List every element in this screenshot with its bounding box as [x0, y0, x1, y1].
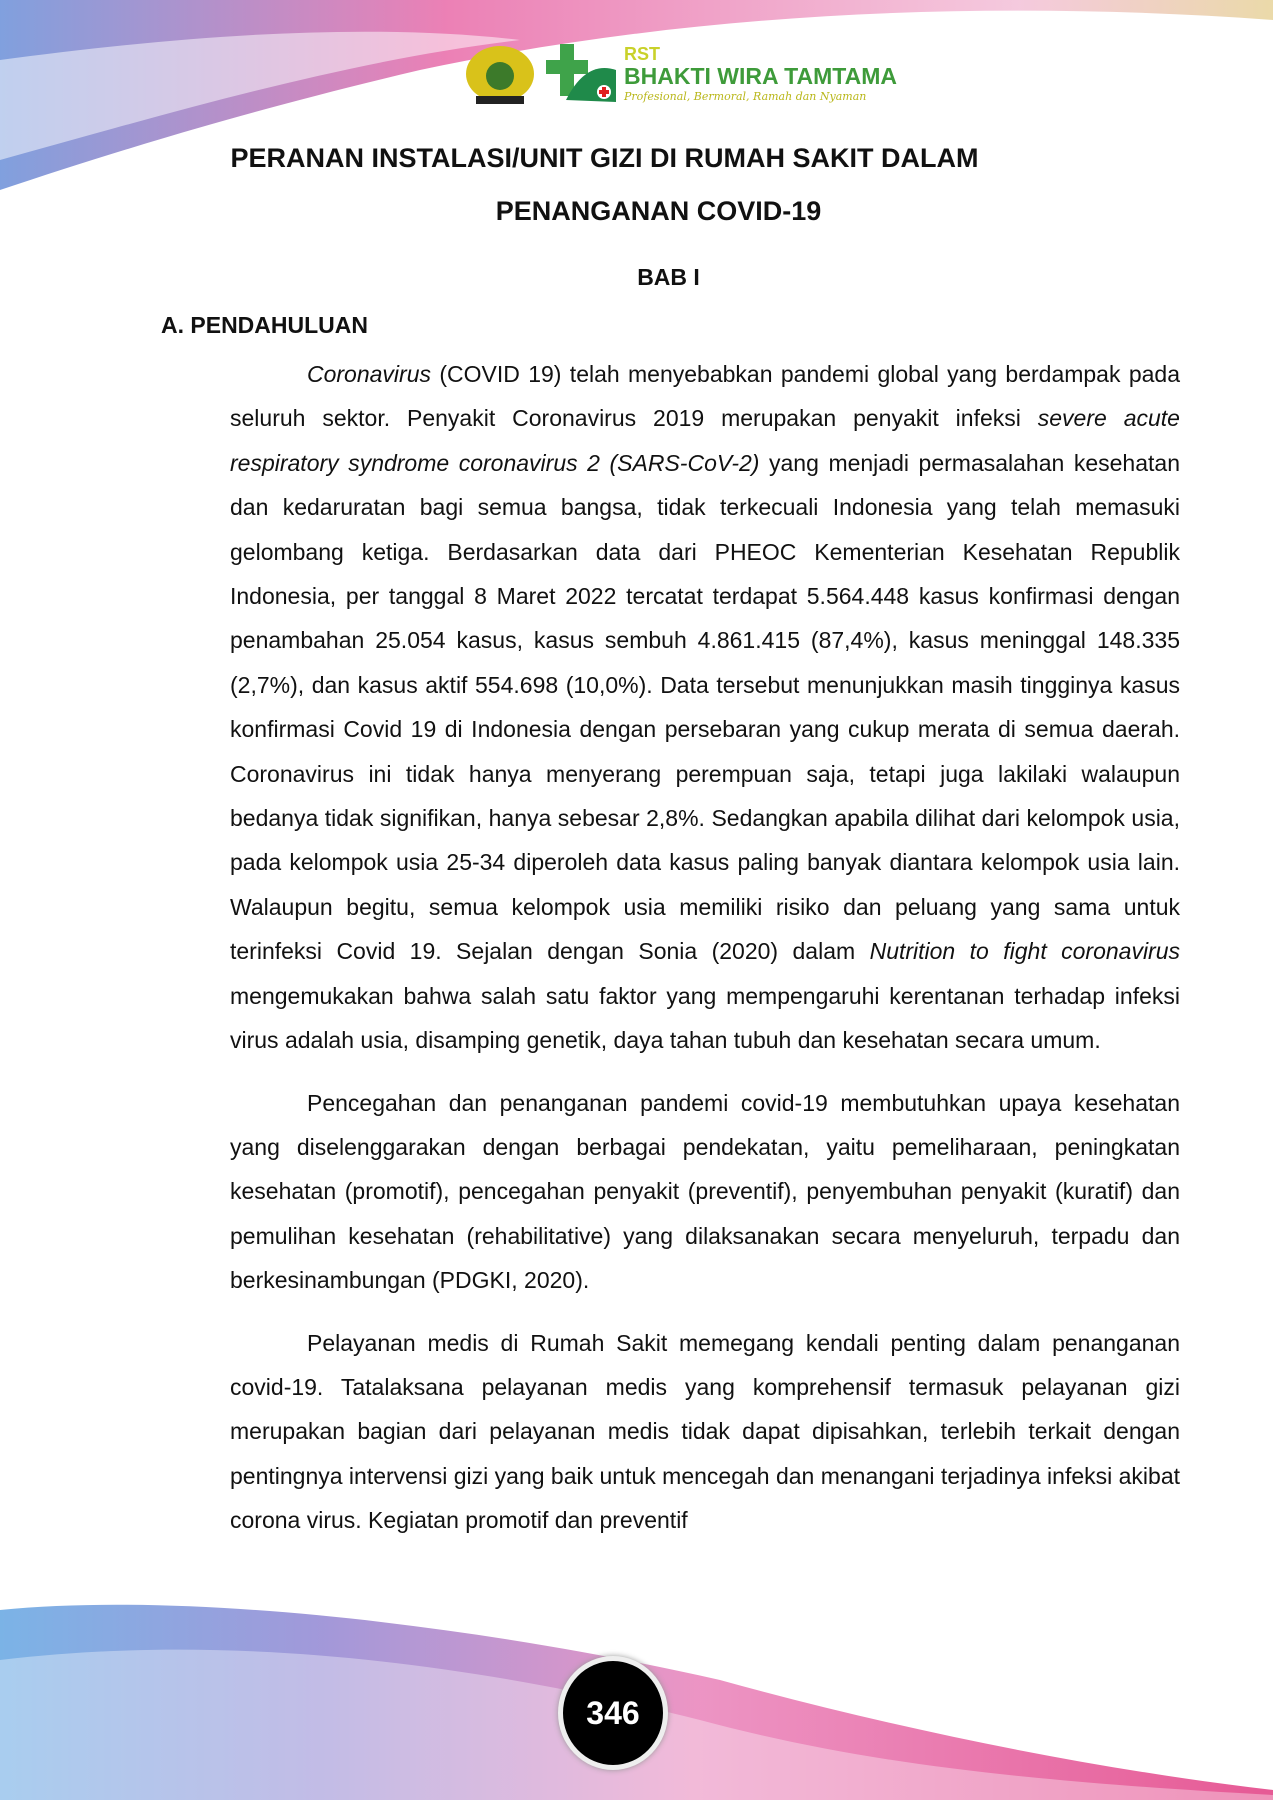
- text-segment: (COVID 19) telah menyebabkan pandemi global yang berdampak pada seluruh sektor. Penyakit Coronavirus 2019 merupakan penyakit infeksi: [230, 361, 1180, 432]
- section-heading: A. PENDAHULUAN: [161, 312, 368, 338]
- hospital-logo: [462, 38, 897, 108]
- document-title-line2: PENANGANAN COVID-19: [495, 196, 822, 226]
- text-segment: yang menjadi permasalahan kesehatan dan kedaruratan bagi semua bangsa, tidak terkecuali Indonesia yang telah memasuki gelombang ketiga. Berdasarkan data dari PHEOC Kementerian Kesehatan Republik Indonesia, per tanggal 8 Maret 2022 tercatat terdapat 5.564.448 kasus konfirmasi dengan penambahan 25.054 kasus, kasus sembuh 4.861.415 (87,4%), kasus meninggal 148.335 (2,7%), dan kasus aktif 554.698 (10,0%). Data tersebut menunjukkan masih tingginya kasus konfirmasi Covid 19 di Indonesia dengan persebaran yang cukup merata di semua daerah. Coronavirus ini tidak hanya menyerang perempuan saja, tetapi juga lakilaki walaupun bedanya tidak signifikan, hanya sebesar 2,8%. Sedangkan apabila dilihat dari kelompok usia, pada kelompok usia 25-34 diperoleh data kasus paling banyak diantara kelompok usia lain. Walaupun begitu, semua kelompok usia memiliki risiko dan peluang yang sama untuk terinfeksi Covid 19. Sejalan dengan Sonia (2020) dalam: [230, 449, 1180, 965]
- body-text: [230, 352, 1180, 1561]
- paragraph: [230, 352, 1180, 1063]
- logo-line2: BHAKTI WIRA TAMTAMA: [624, 62, 897, 89]
- logo-line1: RST: [624, 43, 660, 64]
- text-segment: Pencegahan dan penanganan pandemi covid-19 membutuhkan upaya kesehatan yang diselenggarakan dengan berbagai pendekatan, yaitu pemeliharaan, peningkatan kesehatan (promotif), pencegahan penyakit (preventif), penyembuhan penyakit (kuratif) dan pemulihan kesehatan (rehabilitative) yang dilaksanakan secara menyeluruh, terpadu dan berkesinambungan (PDGKI, 2020).: [230, 1089, 1180, 1294]
- document-title-line1: PERANAN INSTALASI/UNIT GIZI DI RUMAH SAKIT DALAM: [230, 143, 979, 173]
- chapter-heading: BAB I: [637, 264, 700, 290]
- logo-motto: Profesional, Bermoral, Ramah dan Nyaman: [624, 89, 867, 103]
- text-segment: severe acute respiratory syndrome coronavirus 2 (SARS-CoV-2): [230, 405, 1180, 476]
- text-segment: Coronavirus: [307, 361, 431, 387]
- text-segment: Nutrition to fight coronavirus: [869, 938, 1181, 965]
- paragraph: [230, 1081, 1180, 1303]
- military-emblem-icon: [462, 40, 538, 106]
- text-segment: mengemukakan bahwa salah satu faktor yang mempengaruhi kerentanan terhadap infeksi virus adalah usia, disamping genetik, daya tahan tubuh dan kesehatan secara umum.: [230, 982, 1180, 1054]
- green-cross-icon: [546, 40, 616, 106]
- text-segment: Pelayanan medis di Rumah Sakit memegang kendali penting dalam penanganan covid-19. Tatalaksana pelayanan medis yang komprehensif termasuk pelayanan gizi merupakan bagian dari pelayanan medis tidak dapat dipisahkan, terlebih terkait dengan pentingnya intervensi gizi yang baik untuk mencegah dan menangani terjadinya infeksi akibat corona virus. Kegiatan promotif dan preventif: [230, 1329, 1180, 1534]
- paragraph: [230, 1321, 1180, 1543]
- page-number: 346: [558, 1656, 668, 1770]
